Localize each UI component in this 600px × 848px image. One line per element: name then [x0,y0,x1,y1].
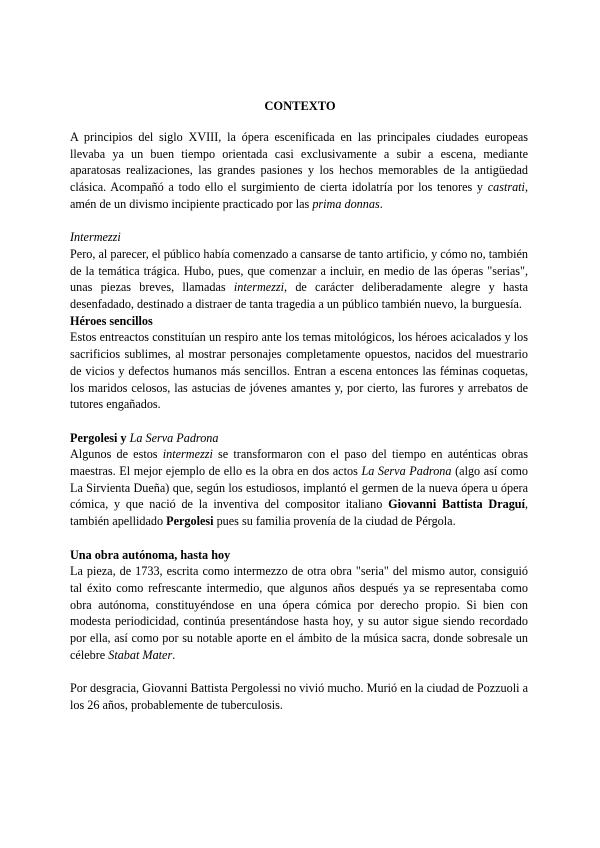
pergolesi-text-1: Algunos de estos [70,447,163,462]
autonoma-paragraph [70,563,528,663]
autonoma-italic-stabat-mater: Stabat Mater [108,647,173,662]
intro-text-1: A principios del siglo XVIII, la ópera escenificada en las principales ciudades europeas llevaba ya un buen tiempo orientada casi exclusivamente a subir a escena, mediante aparatosas realizaciones, las grandes pasiones y los hechos memorables de la antigüedad clásica. Acompañó a todo ello el surgimiento de cierta idolatría por los tenores y [70,130,528,195]
intro-paragraph [70,129,528,213]
intermezzi-paragraph [70,246,528,313]
pergolesi-heading [70,430,528,447]
intermezzi-italic: intermezzi [233,280,285,295]
intro-italic-prima-donnas: prima donnas [312,196,380,211]
pergolesi-bold-surname: Pergolesi [166,514,214,529]
pergolesi-bold-name: Giovanni Battista Draguí [388,497,525,512]
pergolesi-italic-serva-padrona: La Serva Padrona [361,464,452,479]
heroes-heading: Héroes sencillos [70,313,153,328]
intro-text-3: . [379,196,383,211]
pergolesi-italic-intermezzi: intermezzi [162,447,213,462]
document-body [70,129,528,714]
pergolesi-heading-bold: Pergolesi y [70,430,130,445]
spacer [70,413,528,430]
intermezzi-heading-text: Intermezzi [70,230,121,245]
pergolesi-text-5: pues su familia provenía de la ciudad de Pérgola. [213,514,456,529]
pergolesi-text-3: (algo así como La Sirvienta Dueña) que, según los estudiosos, implantó el germen de la nueva ópera u ópera cómica, y que nació de la inventiva del compositor italiano [70,464,528,512]
spacer [70,663,528,680]
autonoma-text-2: . [172,647,176,662]
heroes-paragraph: Estos entreactos constituían un respiro ante los temas mitológicos, los héroes acicalados y los sacrificios sublimes, al mostrar personajes completamente opuestos, nacidos del muestrario de vicios y defectos humanos más sencillos. Entran a escena entonces las féminas coquetas, los maridos celosos, las astucias de jóvenes amantes y, por cierto, las furores y arrebatos de tutores engañados. [70,330,528,412]
autonoma-heading: Una obra autónoma, hasta hoy [70,547,231,562]
intermezzi-heading [70,229,528,246]
pergolesi-text-2: se transformaron con el paso del tiempo en auténticas obras maestras. El mejor ejemplo de ello es la obra en dos actos [70,447,528,479]
spacer [70,530,528,547]
intermezzi-text-2: , de carácter deliberadamente alegre y hasta desenfadado, destinado a distraer de tanta tragedia a un público también nuevo, la burguesía. [70,280,528,312]
spacer [70,213,528,230]
autonoma-text-1: La pieza, de 1733, escrita como intermezzo de otra obra "seria" del mismo autor, consiguió tal éxito como refrescante intermedio, que algunos años después ya se representaba como obra autónoma, constituyéndose en una ópera cómica por derecho propio. Si bien con modesta periodicidad, continúa presentándose hasta hoy, y su autor sigue siendo recordado por ella, así como por su notable aporte en el ámbito de la música sacra, donde sobresale un célebre [70,564,528,662]
pergolesi-paragraph [70,446,528,530]
intro-italic-castrati: castrati [487,180,525,195]
pergolesi-text-4: , también apellidado [70,497,528,529]
page-title: CONTEXTO [264,99,336,113]
intro-text-2: , amén de un divismo incipiente practicado por las [70,180,528,211]
closing-paragraph: Por desgracia, Giovanni Battista Pergolessi no vivió mucho. Murió en la ciudad de Pozzuoli a los 26 años, probablemente de tuberculosis. [70,681,528,712]
pergolesi-heading-italic: La Serva Padrona [129,430,219,445]
intermezzi-text-1: Pero, al parecer, el público había comenzado a cansarse de tanto artificio, y cómo no, también de la temática trágica. Hubo, pues, que comenzar a incluir, en medio de las óperas "serias", unas piezas breves, llamadas [70,246,528,295]
